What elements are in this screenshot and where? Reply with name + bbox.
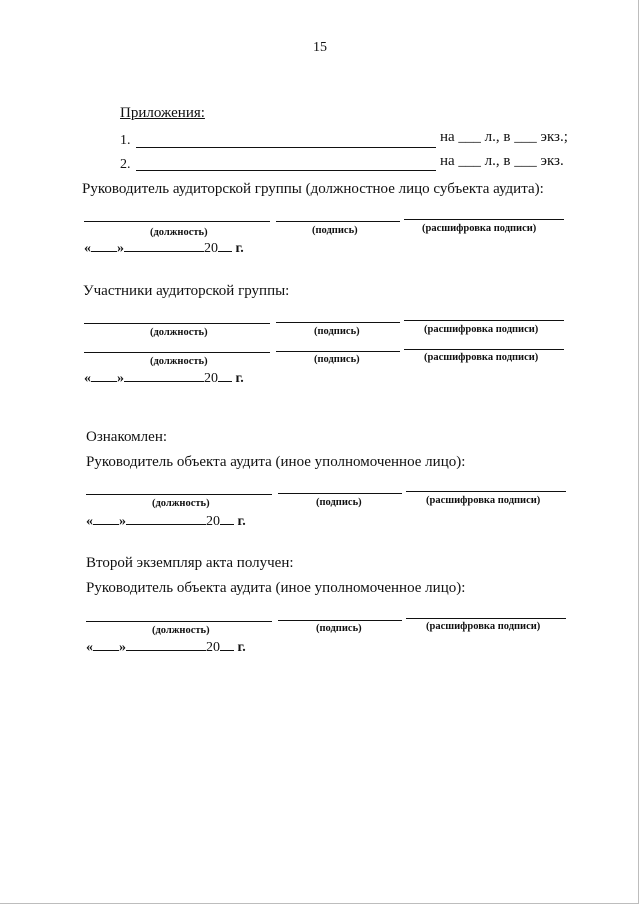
signature-line xyxy=(276,221,400,222)
object-head-label: Руководитель объекта аудита (иное уполномоченное лицо): xyxy=(86,580,466,596)
date-line xyxy=(84,239,244,257)
month-blank xyxy=(126,512,206,525)
decoding-line xyxy=(404,320,564,321)
attachment-1-line xyxy=(136,147,436,148)
date-close-quote: » xyxy=(119,640,126,655)
date-open-quote: « xyxy=(86,514,93,529)
date-line xyxy=(86,512,246,530)
year-prefix: 20 xyxy=(204,371,218,386)
position-line xyxy=(86,621,272,622)
day-blank xyxy=(93,512,119,525)
position-line xyxy=(86,494,272,495)
signature-caption: (подпись) xyxy=(316,497,362,508)
signature-line xyxy=(276,351,400,352)
year-prefix: 20 xyxy=(206,640,220,655)
signature-line xyxy=(278,493,402,494)
date-close-quote: » xyxy=(119,514,126,529)
date-open-quote: « xyxy=(84,371,91,386)
position-line xyxy=(84,323,270,324)
decoding-caption: (расшифровка подписи) xyxy=(426,621,541,632)
decoding-caption: (расшифровка подписи) xyxy=(424,324,539,335)
attachment-1-details: на ___ л., в ___ экз.; xyxy=(440,129,568,145)
position-caption: (должность) xyxy=(150,227,208,238)
month-blank xyxy=(126,638,206,651)
date-close-quote: » xyxy=(117,371,124,386)
year-suffix: г. xyxy=(235,371,244,386)
signature-line xyxy=(278,620,402,621)
date-close-quote: » xyxy=(117,241,124,256)
year-prefix: 20 xyxy=(206,514,220,529)
day-blank xyxy=(91,369,117,382)
year-suffix: г. xyxy=(237,514,246,529)
attachments-heading: Приложения: xyxy=(120,105,205,121)
decoding-caption: (расшифровка подписи) xyxy=(422,223,537,234)
position-caption: (должность) xyxy=(152,625,210,636)
signature-caption: (подпись) xyxy=(312,225,358,236)
decoding-line xyxy=(406,618,566,619)
signature-caption: (подпись) xyxy=(314,354,360,365)
signature-caption: (подпись) xyxy=(316,623,362,634)
month-blank xyxy=(124,239,204,252)
day-blank xyxy=(93,638,119,651)
participants-label: Участники аудиторской группы: xyxy=(83,283,290,299)
day-blank xyxy=(91,239,117,252)
year-blank xyxy=(218,369,232,382)
position-caption: (должность) xyxy=(150,327,208,338)
position-line xyxy=(84,352,270,353)
decoding-line xyxy=(404,349,564,350)
date-open-quote: « xyxy=(86,640,93,655)
position-line xyxy=(84,221,270,222)
date-open-quote: « xyxy=(84,241,91,256)
decoding-line xyxy=(406,491,566,492)
object-head-label: Руководитель объекта аудита (иное уполномоченное лицо): xyxy=(86,454,466,470)
month-blank xyxy=(124,369,204,382)
page-number: 15 xyxy=(313,40,327,55)
decoding-caption: (расшифровка подписи) xyxy=(424,352,539,363)
signature-line xyxy=(276,322,400,323)
year-suffix: г. xyxy=(235,241,244,256)
position-caption: (должность) xyxy=(152,498,210,509)
year-blank xyxy=(220,512,234,525)
decoding-caption: (расшифровка подписи) xyxy=(426,495,541,506)
second-copy-label: Второй экземпляр акта получен: xyxy=(86,555,294,571)
decoding-line xyxy=(404,219,564,220)
acquainted-label: Ознакомлен: xyxy=(86,429,168,445)
date-line xyxy=(86,638,246,656)
attachment-1-number: 1. xyxy=(120,133,131,148)
position-caption: (должность) xyxy=(150,356,208,367)
date-line xyxy=(84,369,244,387)
year-suffix: г. xyxy=(237,640,246,655)
year-blank xyxy=(218,239,232,252)
attachment-2-details: на ___ л., в ___ экз. xyxy=(440,153,564,169)
year-prefix: 20 xyxy=(204,241,218,256)
signature-caption: (подпись) xyxy=(314,326,360,337)
attachment-2-line xyxy=(136,170,436,171)
audit-head-label: Руководитель аудиторской группы (должностное лицо субъекта аудита): xyxy=(82,181,544,197)
attachment-2-number: 2. xyxy=(120,157,131,172)
year-blank xyxy=(220,638,234,651)
